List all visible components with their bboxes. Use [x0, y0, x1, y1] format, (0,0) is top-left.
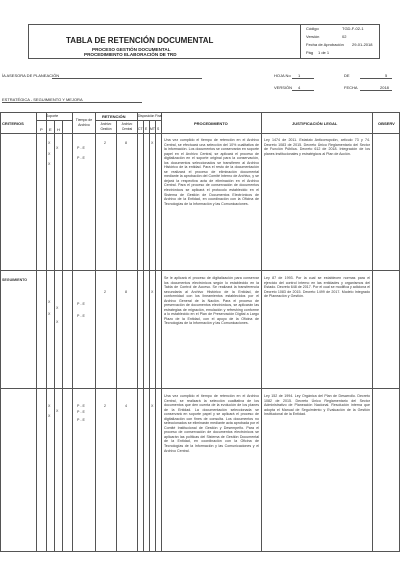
row1-mark-3: X: [48, 162, 51, 166]
col-header-soporte: Soporte: [46, 114, 59, 118]
row1-mark-4: X: [56, 146, 59, 150]
version-value: 4: [298, 85, 301, 90]
de-value: 5: [385, 73, 388, 78]
row3-tiempo-2: P - E: [77, 410, 85, 414]
row2-justificacion: Ley 87 de 1993. Por la cual se establecen normas para el ejercicio del control interno en las entidades y organismos del Estado. Decreto 648 de 2017. Por el cual se modifica y adiciona el Decreto 1083 de 2015. Decreto 1499 de 2017. Modelo Integrado de Planeación y Gestión.: [264, 276, 370, 299]
row2-mark-1: X: [48, 300, 51, 304]
col-header-disposicion: Disposición Final: [138, 114, 163, 118]
fecha-label: FECHA: [344, 85, 358, 90]
meta-page-label: Pág: [306, 50, 314, 55]
col-header-soporte-h: H: [57, 127, 60, 132]
col-header-archivo-central: Archivo Central: [121, 122, 133, 131]
col-header-disp-s: S: [157, 127, 160, 131]
row2-mark-2: X: [48, 312, 51, 316]
hoja-value: 1: [298, 73, 301, 78]
meta-version-label: Versión: [306, 34, 320, 39]
col-header-procedimiento: PROCEDIMIENTO: [194, 121, 228, 126]
col-header-observaciones: OBSERV: [378, 121, 395, 126]
row1-disp: X: [151, 141, 154, 145]
row3-mark-2: X: [48, 414, 51, 418]
row2-procedimiento: Se le aplicará el proceso de digitalización para conservar los documentos electrónicos según lo establecido en la Tabla de Control de Acceso. Se realizará la transferencia secundaria al Archivo Histórico de la Entidad, de conformidad con los lineamientos establecidos por el Archivo General de la Nación. Para el proceso de preservación de documentos electrónicos, se aplicarán las estrategias de migración, emulación y refreshing conforme a lo establecido en el Plan de Preservación Digital a Largo Plazo de la Entidad, con el apoyo de la Oficina de Tecnologías de la Información y las Comunicaciones.: [164, 276, 259, 326]
row2-gestion: 2: [104, 290, 106, 294]
document-title: TABLA DE RETENCIÓN DOCUMENTAL: [66, 36, 214, 45]
version-label: VERSIÓN: [274, 85, 293, 90]
row1-gestion: 2: [104, 141, 106, 145]
row3-central: 4: [125, 404, 127, 408]
row2-name: SEGUIMIENTO: [2, 278, 28, 282]
unit-label: ESTRATÉGICA - SEGUIMIENTO Y MEJORA: [2, 97, 83, 102]
row1-mark-1: X: [48, 141, 51, 145]
row3-mark-3: X: [56, 409, 59, 413]
col-header-disp-ct: CT: [138, 127, 143, 131]
hoja-label: HOJA No: [274, 73, 291, 78]
row3-tiempo-3: P - E: [77, 418, 85, 422]
col-header-disp-e: E: [145, 127, 148, 131]
procedure-subtitle: PROCEDIMIENTO ELABORACIÓN DE TRD: [84, 52, 177, 57]
row3-mark-1: X: [48, 404, 51, 408]
col-header-soporte-p: P: [40, 127, 43, 132]
row1-tiempo-2: P - E: [77, 156, 85, 160]
row2-central: 8: [125, 290, 127, 294]
meta-code-label: Código: [306, 26, 319, 31]
col-header-tiempo: Tiempo de Archivo: [75, 118, 93, 127]
row2-tiempo-2: P - E: [77, 314, 85, 318]
meta-date-value: 29-01-2018: [352, 42, 373, 47]
row2-disp: X: [151, 290, 154, 294]
meta-page-value: 1 de 1: [318, 50, 330, 55]
fecha-value: 2018: [380, 85, 389, 90]
office-label: ÍA ASESORA DE PLANEACIÓN: [2, 73, 60, 78]
meta-code-value: TGD-F-02-1: [342, 26, 364, 31]
meta-date-label: Fecha de Aprobación: [306, 42, 344, 47]
col-header-retencion: RETENCIÓN: [102, 114, 126, 119]
col-header-justificacion: JUSTIFICACIÓN LEGAL: [292, 121, 338, 126]
row1-procedimiento: Una vez cumplido el tiempo de retención en el Archivo Central, se efectuará una selección del 10% cualitativa de la información. Los documentos se conservarán en soporte papel en el Archivo Central, se aplicará el proceso de digitalización en el soporte original para la conservación, los documentos seleccionados se transfieren al Archivo Histórico de la entidad. Para el resto de la documentación se realizará el proceso de eliminación documental mediante la aprobación del Comité Interno de Archivo, y se dejará la respectiva acta de eliminación en el Archivo Central. Para el proceso de conservación de documentos electrónicos se aplicará el protocolo establecido en el Sistema de Gestión de Documentos Electrónicos de Archivo de la Entidad, en coordinación con la Oficina de Tecnologías de la Información y las Comunicaciones.: [164, 138, 259, 206]
row3-tiempo-1: P - E: [77, 404, 85, 408]
row2-mark-4: X: [56, 320, 59, 324]
row1-tiempo-1: P - E: [77, 146, 85, 150]
col-header-criterios: CRITERIOS: [2, 121, 24, 126]
meta-version-value: 02: [342, 34, 347, 39]
col-header-archivo-gestion: Archivo Gestión: [100, 122, 112, 131]
row1-mark-2: X: [48, 152, 51, 156]
process-subtitle: PROCESO GESTIÓN DOCUMENTAL: [92, 47, 171, 52]
row3-justificacion: Ley 152 de 1994. Ley Orgánica del Plan de Desarrollo. Decreto 1082 de 2015. Decreto Único Reglamentario del Sector Administrativo de Planeación Nacional. Resolución interna que adopta el Manual de Seguimiento y Evaluación de la Gestión Institucional de la Entidad.: [264, 394, 370, 417]
row2-tiempo-1: P - E: [77, 302, 85, 306]
row1-justificacion: Ley 1474 de 2011. Estatuto Anticorrupción, artículo 73 y 74. Decreto 1083 de 2015. Decreto Único Reglamentario del Sector de Función Pública. Decreto 612 de 2018. Integración de los planes institucionales y estratégicos al Plan de Acción.: [264, 138, 370, 156]
col-header-disp-mt: MT: [150, 127, 155, 131]
row2-mark-3: X: [56, 306, 59, 310]
row3-gestion: 2: [104, 404, 106, 408]
row1-central: 8: [125, 141, 127, 145]
row3-procedimiento: Una vez cumplido el tiempo de retención en el Archivo Central, se realizará la selección cualitativa de los documentos que den cuenta de la evolución de los planes de la Entidad. La documentación seleccionada se conservará en soporte papel y se aplicará el proceso de digitalización con fines de consulta. Los documentos no seleccionados se eliminarán mediante acta aprobada por el Comité Institucional de Gestión y Desempeño. Para el proceso de conservación de documentos electrónicos se aplicarán las políticas del Sistema de Gestión Documental de la Entidad, en coordinación con la Oficina de Tecnologías de la Información y las Comunicaciones y el Archivo Central.: [164, 394, 259, 453]
col-header-soporte-e: E: [49, 127, 52, 132]
de-label: DE: [344, 73, 350, 78]
row3-disp: X: [151, 404, 154, 408]
